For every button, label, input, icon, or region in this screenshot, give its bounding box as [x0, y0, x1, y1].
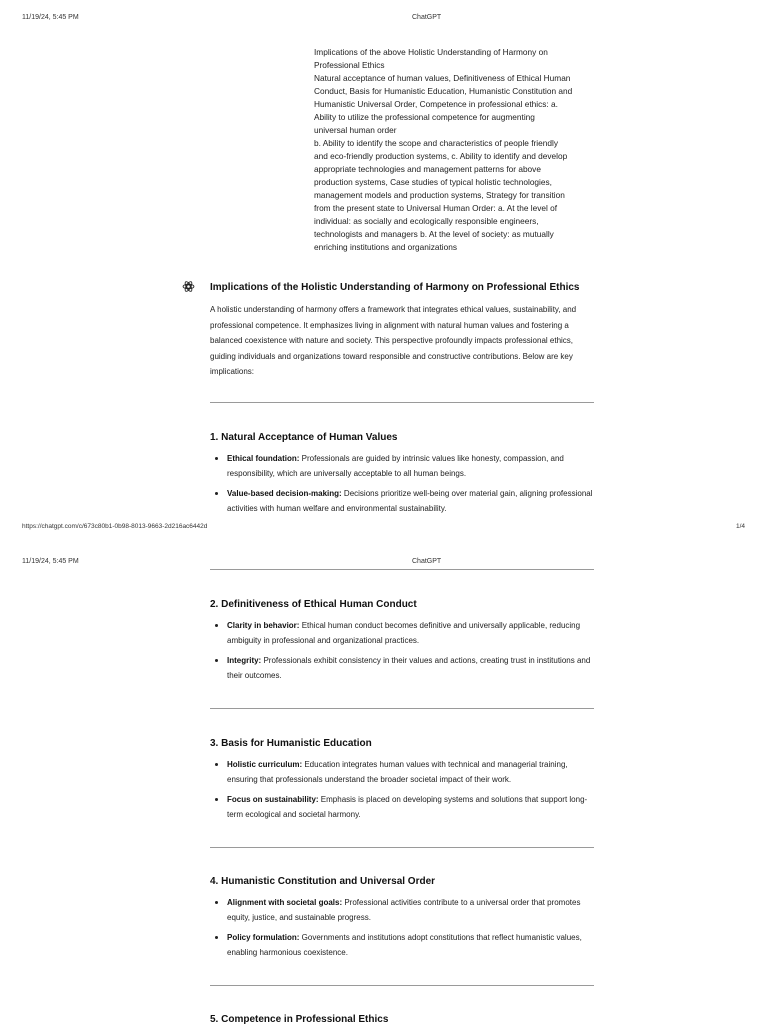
print-timestamp: 11/19/24, 5:45 PM	[22, 558, 79, 565]
list-item	[210, 451, 594, 481]
user-message-line: technologists and managers b. At the level of society: as mutually	[314, 229, 554, 239]
user-message-line: Ability to utilize the professional competence for augmenting	[314, 112, 535, 122]
section-divider	[210, 569, 594, 570]
bullet-text: Professionals exhibit consistency in their values and actions, creating trust in institutions and their outcomes.	[227, 656, 591, 680]
bullet-text: Governments and institutions adopt constitutions that reflect humanistic values, enabling harmonious coexistence.	[227, 933, 582, 957]
bullet-list	[210, 451, 594, 521]
section-divider	[210, 402, 594, 403]
bullet-term: Alignment with societal goals:	[227, 898, 343, 907]
section-title: 4. Humanistic Constitution and Universal Order	[210, 876, 436, 887]
section-title: 3. Basis for Humanistic Education	[210, 738, 372, 749]
user-message-line: enriching institutions and organizations	[314, 242, 457, 252]
user-message-line: b. Ability to identify the scope and characteristics of people friendly	[314, 138, 558, 148]
section-title: 1. Natural Acceptance of Human Values	[210, 432, 398, 443]
bullet-text: Professional activities contribute to a universal order that promotes equity, justice, and sustainable progress.	[227, 898, 581, 922]
page-footer-url: https://chatgpt.com/c/673c80b1-0b98-8013-9663-2d216ac6442d	[22, 523, 208, 530]
user-message	[314, 46, 584, 254]
user-message-line: Humanistic Universal Order, Competence in professional ethics: a.	[314, 99, 558, 109]
print-title: ChatGPT	[412, 14, 442, 21]
list-item	[210, 930, 594, 960]
bullet-list	[210, 895, 594, 965]
bullet-text: Professionals are guided by intrinsic values like honesty, compassion, and responsibility, which are universally acceptable to all human beings.	[227, 454, 564, 478]
page-number: 1/4	[736, 523, 746, 530]
user-message-line: Professional Ethics	[314, 60, 385, 70]
user-message-line: universal human order	[314, 125, 397, 135]
bullet-list	[210, 618, 594, 688]
list-item	[210, 653, 594, 683]
user-message-line: from the present state to Universal Human Order: a. At the level of	[314, 203, 558, 213]
list-item	[210, 486, 594, 516]
user-message-line: management models and production systems, Strategy for transition	[314, 190, 565, 200]
list-item	[210, 618, 594, 648]
user-message-line: production systems, Case studies of typical holistic technologies,	[314, 177, 552, 187]
list-item	[210, 757, 594, 787]
user-message-line: Natural acceptance of human values, Definitiveness of Ethical Human	[314, 73, 571, 83]
section-divider	[210, 985, 594, 986]
bullet-text: Decisions prioritize well-being over material gain, aligning professional activities with human welfare and environmental sustainability.	[227, 489, 593, 513]
section-divider	[210, 847, 594, 848]
list-item	[210, 895, 594, 925]
section-title: 5. Competence in Professional Ethics	[210, 1014, 389, 1025]
bullet-term: Value-based decision-making:	[227, 489, 342, 498]
bullet-term: Clarity in behavior:	[227, 621, 300, 630]
bullet-list	[210, 757, 594, 827]
bullet-term: Policy formulation:	[227, 933, 300, 942]
list-item	[210, 792, 594, 822]
bullet-text: Education integrates human values with technical and managerial training, ensuring that professionals understand the broader societal impact of their work.	[227, 760, 568, 784]
section-divider	[210, 708, 594, 709]
user-message-line: Conduct, Basis for Humanistic Education, Humanistic Constitution and	[314, 86, 573, 96]
openai-logo-icon	[182, 280, 195, 293]
user-message-line: individual: as socially and ecologically responsible engineers,	[314, 216, 539, 226]
user-message-line: Implications of the above Holistic Understanding of Harmony on	[314, 47, 548, 57]
bullet-term: Integrity:	[227, 656, 262, 665]
print-timestamp: 11/19/24, 5:45 PM	[22, 14, 79, 21]
user-message-line: appropriate technologies and management patterns for above	[314, 164, 541, 174]
user-message-line: and eco-friendly production systems, c. Ability to identify and develop	[314, 151, 568, 161]
section-title: 2. Definitiveness of Ethical Human Conduct	[210, 599, 417, 610]
response-intro: A holistic understanding of harmony offers a framework that integrates ethical values, sustainability, and professional competence. It emphasizes living in alignment with natural human values and fostering a balanced coexistence with nature and society. This perspective profoundly impacts professional ethics, guiding individuals and organizations toward responsible and constructive contributions. Below are key implications:	[210, 305, 577, 376]
bullet-text: Ethical human conduct becomes definitive and universally applicable, reducing ambiguity in professional and organizational practices.	[227, 621, 581, 645]
bullet-term: Holistic curriculum:	[227, 760, 303, 769]
bullet-term: Ethical foundation:	[227, 454, 300, 463]
bullet-text: Emphasis is placed on developing systems and solutions that support long-term ecological and societal harmony.	[227, 795, 588, 819]
print-title: ChatGPT	[412, 558, 442, 565]
response-title: Implications of the Holistic Understanding of Harmony on Professional Ethics	[210, 282, 580, 293]
bullet-term: Focus on sustainability:	[227, 795, 319, 804]
